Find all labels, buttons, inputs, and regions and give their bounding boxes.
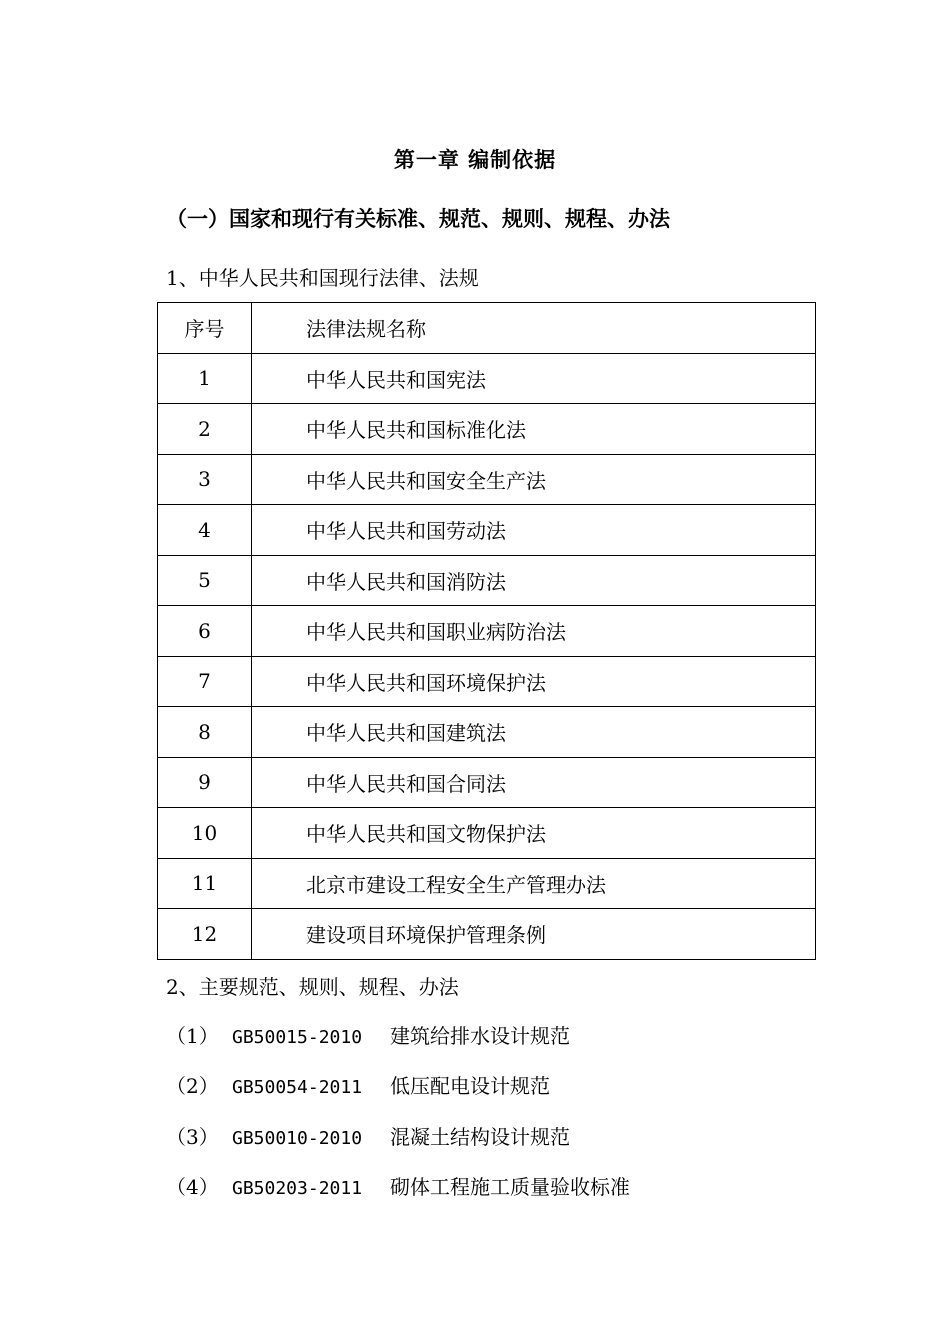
row-number-cell: 10 [158,808,252,859]
row-number-cell: 3 [158,454,252,505]
standard-number: （1） [166,1024,219,1048]
law-name-cell: 中华人民共和国安全生产法 [252,454,816,505]
laws-table [157,302,816,960]
standard-name: 低压配电设计规范 [390,1074,550,1099]
list-item [166,1022,630,1072]
table-row [158,454,816,505]
law-name-cell: 中华人民共和国宪法 [252,353,816,404]
law-name-cell: 中华人民共和国职业病防治法 [252,606,816,657]
table-row [158,858,816,909]
row-number-cell: 12 [158,909,252,960]
standard-number: （4） [166,1174,219,1199]
standards-list [166,1022,630,1223]
list-item [166,1123,630,1173]
row-number-cell: 7 [158,656,252,707]
standard-number: （2） [166,1074,219,1099]
row-number-cell: 2 [158,404,252,455]
table-row [158,757,816,808]
standard-code: GB50203-2011 [232,1177,363,1199]
table-row [158,555,816,606]
standards-heading: 2、主要规范、规则、规程、办法 [166,975,459,999]
header-cell-no: 序号 [158,303,252,354]
row-number-cell: 9 [158,757,252,808]
law-name-cell: 中华人民共和国标准化法 [252,404,816,455]
law-name-cell: 中华人民共和国消防法 [252,555,816,606]
list-item [166,1072,630,1122]
law-name-cell: 中华人民共和国合同法 [252,757,816,808]
standard-name: 砌体工程施工质量验收标准 [390,1174,630,1199]
chapter-title: 第一章 编制依据 [393,148,557,172]
law-name-cell: 中华人民共和国文物保护法 [252,808,816,859]
standard-name: 建筑给排水设计规范 [390,1024,570,1048]
row-number-cell: 5 [158,555,252,606]
table-row [158,505,816,556]
row-number-cell: 8 [158,707,252,758]
table-header-row [158,303,816,354]
row-number-cell: 11 [158,858,252,909]
table-row [158,606,816,657]
standard-code: GB50010-2010 [232,1127,363,1149]
section-title: （一）国家和现行有关标准、规范、规则、规程、办法 [166,207,670,231]
row-number-cell: 1 [158,353,252,404]
table-row [158,353,816,404]
list-item [166,1173,630,1223]
row-number-cell: 6 [158,606,252,657]
standard-name: 混凝土结构设计规范 [390,1124,570,1149]
table-row [158,404,816,455]
standard-code: GB50054-2011 [232,1077,363,1099]
law-name-cell: 中华人民共和国建筑法 [252,707,816,758]
table-row [158,909,816,960]
standard-code: GB50015-2010 [232,1027,363,1048]
row-number-cell: 4 [158,505,252,556]
table-row [158,707,816,758]
laws-heading: 1、中华人民共和国现行法律、法规 [166,266,479,290]
law-name-cell: 建设项目环境保护管理条例 [252,909,816,960]
law-name-cell: 北京市建设工程安全生产管理办法 [252,858,816,909]
law-name-cell: 中华人民共和国环境保护法 [252,656,816,707]
law-name-cell: 中华人民共和国劳动法 [252,505,816,556]
table-row [158,656,816,707]
header-cell-name: 法律法规名称 [252,303,816,354]
table-row [158,808,816,859]
standard-number: （3） [166,1124,219,1149]
